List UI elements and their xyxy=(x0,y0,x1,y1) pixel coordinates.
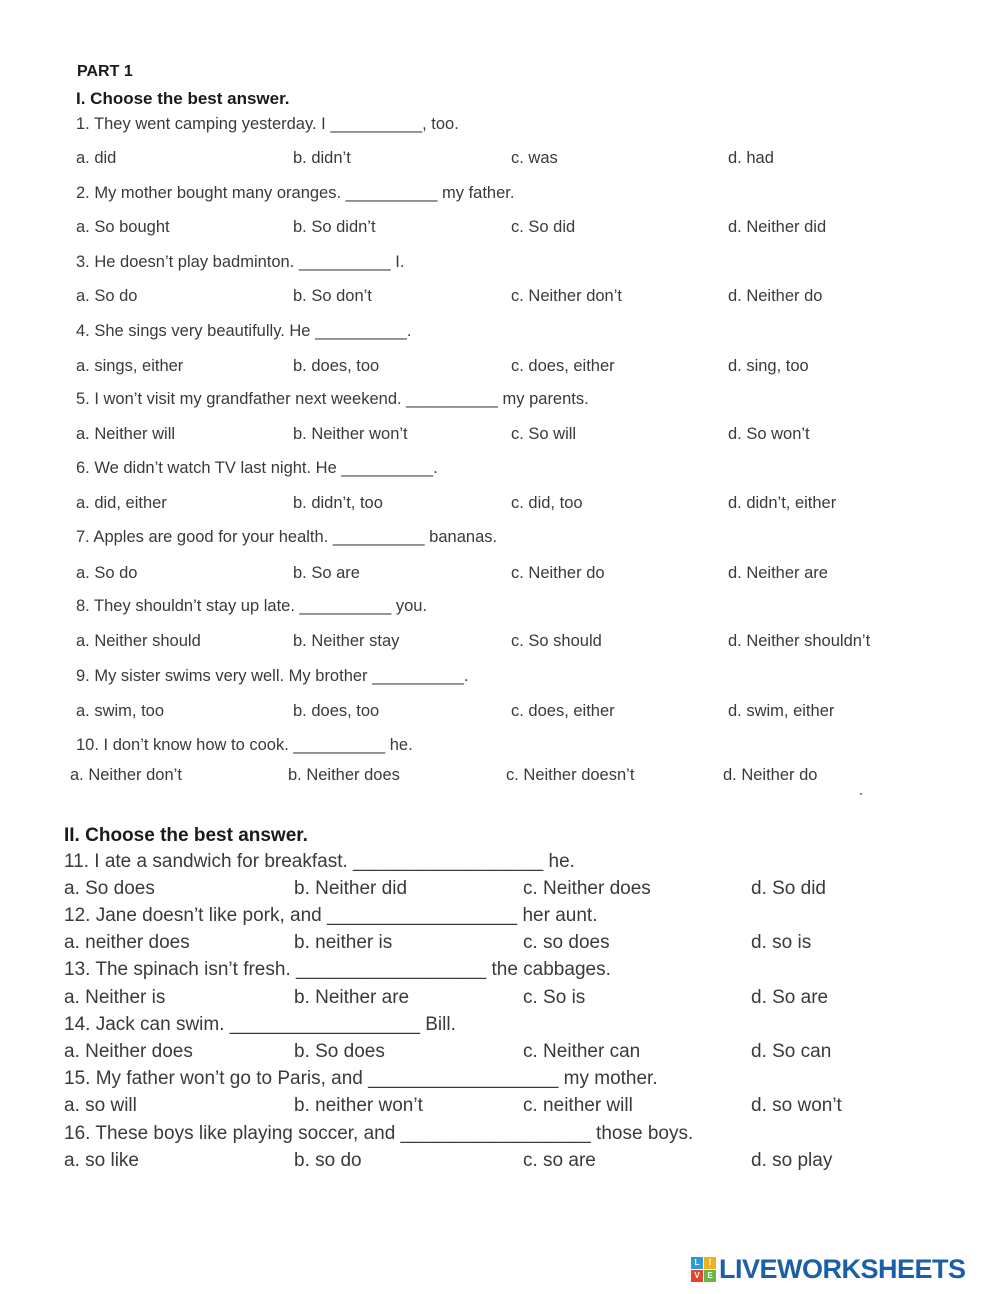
answer-option-c[interactable]: c. Neither doesn’t xyxy=(506,766,635,784)
answer-option-b[interactable]: b. So are xyxy=(293,564,360,582)
answer-option-a[interactable]: a. Neither don’t xyxy=(70,766,182,784)
question-text: 13. The spinach isn’t fresh. __________________ the cabbages. xyxy=(64,959,611,980)
answer-option-b[interactable]: b. does, too xyxy=(293,702,380,720)
answer-option-d[interactable]: d. So are xyxy=(751,987,829,1008)
question-text: 6. We didn’t watch TV last night. He __________. xyxy=(76,459,438,477)
part-title: PART 1 xyxy=(77,63,133,80)
answer-option-d[interactable]: d. Neither shouldn’t xyxy=(728,632,871,650)
question-text: 16. These boys like playing soccer, and __________________ those boys. xyxy=(64,1123,694,1144)
stray-dot xyxy=(860,793,862,795)
answer-option-b[interactable]: b. So don’t xyxy=(293,287,372,305)
answer-option-b[interactable]: b. neither won’t xyxy=(294,1095,423,1116)
answer-option-d[interactable]: d. had xyxy=(728,149,774,167)
answer-option-b[interactable]: b. didn’t, too xyxy=(293,494,383,512)
answer-option-c[interactable]: c. Neither can xyxy=(523,1041,641,1062)
answer-option-d[interactable]: d. so is xyxy=(751,932,812,953)
question-text: 9. My sister swims very well. My brother __________. xyxy=(76,667,469,685)
answer-option-c[interactable]: c. So should xyxy=(511,632,602,650)
answer-option-c[interactable]: c. did, too xyxy=(511,494,583,512)
answer-option-a[interactable]: a. So do xyxy=(76,564,138,582)
answer-option-b[interactable]: b. Neither stay xyxy=(293,632,400,650)
answer-option-d[interactable]: d. didn’t, either xyxy=(728,494,837,512)
question-text: 10. I don’t know how to cook. __________ he. xyxy=(76,736,413,754)
answer-option-d[interactable]: d. swim, either xyxy=(728,702,835,720)
question-text: 2. My mother bought many oranges. __________ my father. xyxy=(76,184,515,202)
answer-option-b[interactable]: b. Neither won’t xyxy=(293,425,408,443)
answer-option-c[interactable]: c. So is xyxy=(523,987,586,1008)
answer-option-b[interactable]: b. Neither are xyxy=(294,987,410,1008)
answer-option-a[interactable]: a. Neither does xyxy=(64,1041,193,1062)
answer-option-d[interactable]: d. So won’t xyxy=(728,425,810,443)
question-text: 14. Jack can swim. __________________ Bill. xyxy=(64,1014,456,1035)
question-text: 4. She sings very beautifully. He __________. xyxy=(76,322,412,340)
liveworksheets-logo xyxy=(691,1253,966,1285)
answer-option-c[interactable]: c. Neither does xyxy=(523,878,651,899)
logo-mark-icon: L I V E xyxy=(691,1257,716,1282)
answer-option-c[interactable]: c. was xyxy=(511,149,558,167)
answer-option-d[interactable]: d. so play xyxy=(751,1150,833,1171)
answer-option-a[interactable]: a. sings, either xyxy=(76,357,184,375)
answer-option-a[interactable]: a. so like xyxy=(64,1150,139,1171)
answer-option-b[interactable]: b. Neither does xyxy=(288,766,400,784)
answer-option-a[interactable]: a. Neither should xyxy=(76,632,201,650)
answer-option-b[interactable]: b. So didn’t xyxy=(293,218,376,236)
section-2-title: II. Choose the best answer. xyxy=(64,825,308,846)
answer-option-d[interactable]: d. Neither do xyxy=(728,287,823,305)
answer-option-d[interactable]: d. Neither did xyxy=(728,218,827,236)
answer-option-c[interactable]: c. So did xyxy=(511,218,576,236)
answer-option-c[interactable]: c. so does xyxy=(523,932,610,953)
answer-option-a[interactable]: a. neither does xyxy=(64,932,190,953)
answer-option-a[interactable]: a. So bought xyxy=(76,218,170,236)
answer-option-d[interactable]: d. Neither do xyxy=(723,766,818,784)
answer-option-c[interactable]: c. neither will xyxy=(523,1095,633,1116)
question-text: 15. My father won’t go to Paris, and __________________ my mother. xyxy=(64,1068,658,1089)
question-text: 12. Jane doesn’t like pork, and __________________ her aunt. xyxy=(64,905,598,926)
question-text: 1. They went camping yesterday. I __________, too. xyxy=(76,115,459,133)
answer-option-b[interactable]: b. So does xyxy=(294,1041,385,1062)
answer-option-c[interactable]: c. Neither do xyxy=(511,564,605,582)
question-text: 8. They shouldn’t stay up late. __________ you. xyxy=(76,597,428,615)
answer-option-c[interactable]: c. does, either xyxy=(511,357,615,375)
answer-option-d[interactable]: d. sing, too xyxy=(728,357,809,375)
question-text: 3. He doesn’t play badminton. __________ I. xyxy=(76,253,405,271)
answer-option-b[interactable]: b. does, too xyxy=(293,357,380,375)
answer-option-b[interactable]: b. so do xyxy=(294,1150,362,1171)
answer-option-b[interactable]: b. neither is xyxy=(294,932,393,953)
answer-option-c[interactable]: c. does, either xyxy=(511,702,615,720)
logo-text: LIVEWORKSHEETS xyxy=(719,1253,966,1284)
answer-option-c[interactable]: c. Neither don’t xyxy=(511,287,622,305)
question-text: 5. I won’t visit my grandfather next weekend. __________ my parents. xyxy=(76,390,589,408)
question-text: 11. I ate a sandwich for breakfast. __________________ he. xyxy=(64,851,575,872)
answer-option-a[interactable]: a. So does xyxy=(64,878,155,899)
answer-option-d[interactable]: d. So did xyxy=(751,878,826,899)
answer-option-a[interactable]: a. swim, too xyxy=(76,702,165,720)
answer-option-d[interactable]: d. so won’t xyxy=(751,1095,842,1116)
answer-option-a[interactable]: a. did xyxy=(76,149,117,167)
answer-option-a[interactable]: a. So do xyxy=(76,287,138,305)
answer-option-c[interactable]: c. so are xyxy=(523,1150,596,1171)
section-1-title: I. Choose the best answer. xyxy=(76,89,290,108)
answer-option-b[interactable]: b. didn’t xyxy=(293,149,351,167)
answer-option-a[interactable]: a. Neither will xyxy=(76,425,176,443)
answer-option-a[interactable]: a. did, either xyxy=(76,494,167,512)
answer-option-a[interactable]: a. Neither is xyxy=(64,987,166,1008)
answer-option-c[interactable]: c. So will xyxy=(511,425,577,443)
answer-option-d[interactable]: d. Neither are xyxy=(728,564,828,582)
answer-option-a[interactable]: a. so will xyxy=(64,1095,137,1116)
question-text: 7. Apples are good for your health. __________ bananas. xyxy=(76,528,498,546)
answer-option-d[interactable]: d. So can xyxy=(751,1041,832,1062)
answer-option-b[interactable]: b. Neither did xyxy=(294,878,408,899)
